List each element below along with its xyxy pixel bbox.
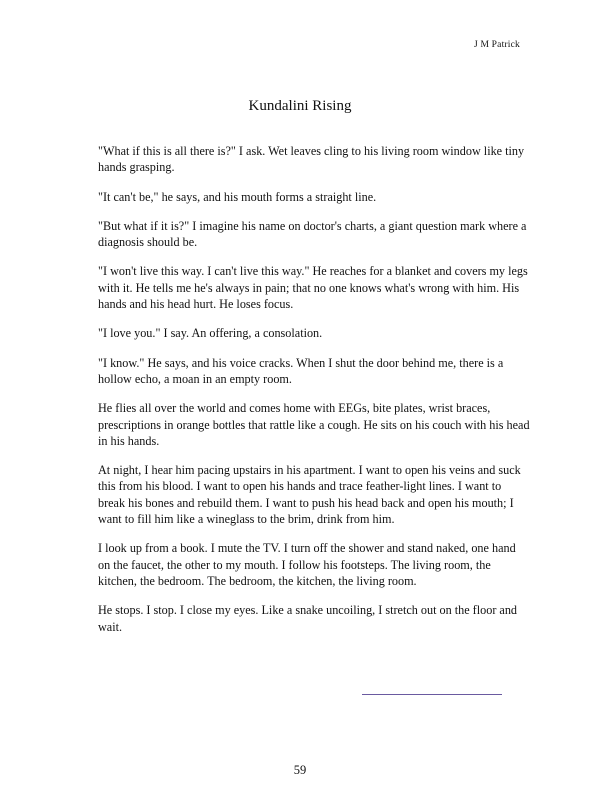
- paragraph-1: "What if this is all there is?" I ask. Wet leaves cling to his living room window like tiny hands grasping.: [98, 144, 525, 175]
- paragraph-7: He flies all over the world and comes home with EEGs, bite plates, wrist braces, prescriptions in orange bottles that rattle like a cough. He sits on his couch with his head in his hands.: [98, 401, 530, 448]
- running-header-author: J M Patrick: [473, 40, 520, 50]
- page-number: 59: [293, 763, 307, 777]
- story-title: Kundalini Rising: [248, 98, 352, 114]
- signature-rule: [362, 694, 502, 695]
- story-body: [98, 143, 530, 648]
- paragraph-6: "I know." He says, and his voice cracks. When I shut the door behind me, there is a hollow echo, a moan in an empty room.: [98, 355, 504, 386]
- paragraph-3: "But what if it is?" I imagine his name on doctor's charts, a giant question mark where a diagnosis should be.: [98, 218, 527, 250]
- paragraph-5: "I love you." I say. An offering, a consolation.: [98, 326, 323, 341]
- paragraph-8: At night, I hear him pacing upstairs in his apartment. I want to open his veins and suck this from his blood. I want to open his hands and trace feather-light lines. I want to break his bones and rebuild them. I want to push his head back and open his mouth; I want to fill him like a wineglass to the brim, drink from him.: [98, 463, 521, 527]
- paragraph-9: I look up from a book. I mute the TV. I turn off the shower and stand naked, one hand on the faucet, the other to my mouth. I follow his footsteps. The living room, the kitchen, the bedroom. The bedroom, the kitchen, the living room.: [98, 541, 516, 588]
- paragraph-2: "It can't be," he says, and his mouth forms a straight line.: [98, 189, 377, 204]
- paragraph-4: "I won't live this way. I can't live this way." He reaches for a blanket and covers my legs with it. He tells me he's always in pain; that no one knows what's wrong with him. His hands and his head hurt. He loses focus.: [98, 264, 528, 312]
- paragraph-10: He stops. I stop. I close my eyes. Like a snake uncoiling, I stretch out on the floor and wait.: [98, 603, 518, 634]
